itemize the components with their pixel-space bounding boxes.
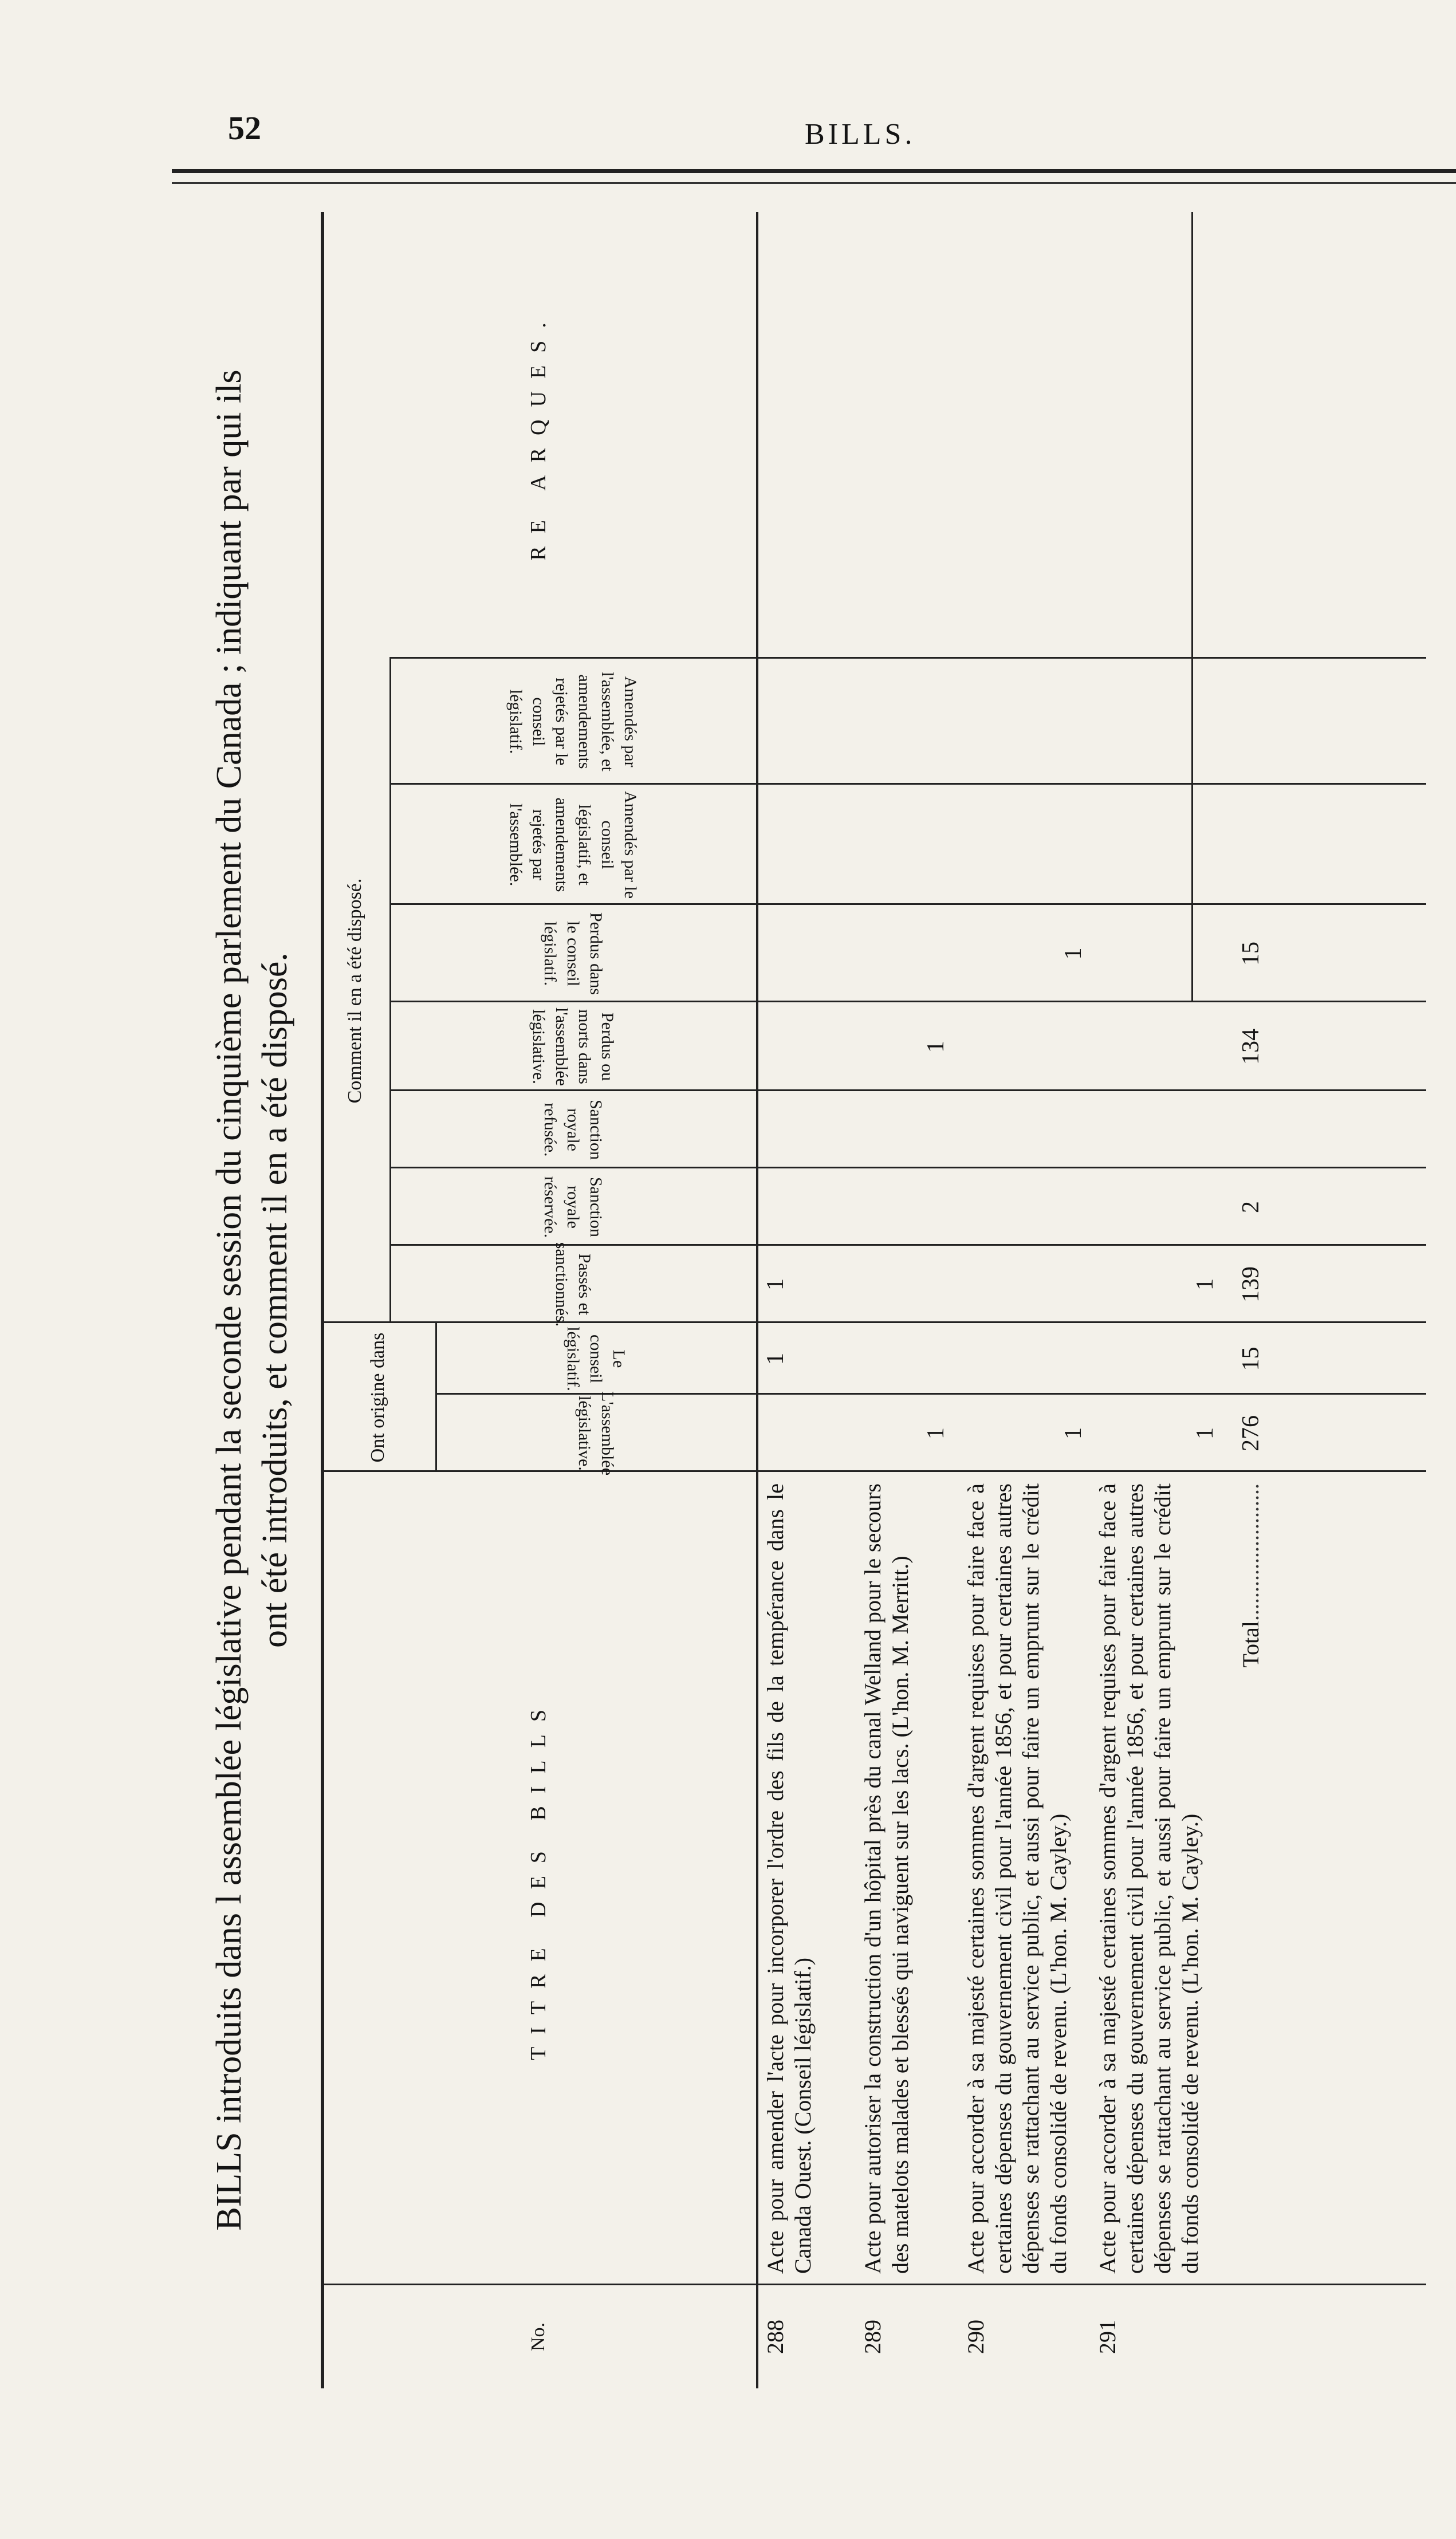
total-perdus-conseil: 15 (1238, 942, 1264, 966)
header-comment (321, 659, 389, 1323)
row-291-no: 291 (1095, 2320, 1120, 2354)
row-289-assemblee: 1 (923, 1427, 949, 1439)
header-refusee (389, 1091, 756, 1168)
bills-table (321, 212, 1426, 2388)
row-289-no: 289 (860, 2320, 886, 2354)
header-remarques-text: RE ARQUES. (526, 310, 550, 561)
header-no-text: No. (528, 2322, 549, 2352)
row-289-title: Acte pour autoriser la construction d'un hôpital près du canal Welland pour le secours des matelots malades et blessés qui naviguent sur les lacs. (L'hon. M. Merritt.) (860, 1483, 913, 2274)
row-290-assemblee: 1 (1060, 1427, 1087, 1439)
row-291-assemblee: 1 (1192, 1427, 1218, 1439)
header-titre-text: TITRE DES BILLS (526, 1697, 550, 2060)
total-top-rule (1191, 212, 1193, 1002)
header-amendes-conseil-text: Amendés par le conseil législatif, et amendements rejetés par l'assemblée. (506, 790, 640, 899)
total-conseil: 15 (1238, 1347, 1264, 1371)
header-perdus-assemblee (389, 1002, 756, 1091)
header-comment-text: Comment il en a été disposé. (344, 878, 365, 1104)
leader-dots: ........................ (1238, 1483, 1264, 1621)
caption-line-1: BILLS introduits dans l assemblée législative pendant la seconde session du cinquième parlement du Canada ; indiquant par qui ils (210, 369, 249, 2231)
row-290-title: Acte pour accorder à sa majesté certaines sommes d'argent requises pour faire face à certaines dépenses du gouvernement civil pour l'année 1856, et pour certaines autres dépenses se rattachant au service public, et aussi pour faire un emprunt sur le crédit du fonds consolidé de revenu. (L'hon. M. Cayley.) (963, 1483, 1071, 2274)
header-perdus-conseil-text: Perdus dans le conseil législatif. (541, 912, 605, 995)
header-amendes-assemblee-text: Amendés par l'assemblée, et amendements rejetés par le conseil législatif. (506, 672, 640, 771)
rotated-table-page (206, 212, 1426, 2388)
row-291-passes: 1 (1192, 1278, 1218, 1290)
page-number: 52 (228, 109, 261, 147)
header-reservee (389, 1168, 756, 1246)
header-remarques (321, 212, 756, 659)
header-conseil-text: Le conseil législatif. (564, 1326, 628, 1391)
header-assemblee-text: L'assemblée législative. (575, 1391, 617, 1476)
header-amendes-assemblee (389, 659, 756, 785)
total-label-text: Total (1238, 1621, 1264, 1668)
row-288-conseil: 1 (762, 1353, 789, 1365)
header-perdus-conseil (389, 905, 756, 1002)
header-titre (321, 1472, 756, 2285)
header-divider-rule (756, 212, 758, 2388)
row-288-passes: 1 (762, 1278, 789, 1290)
header-ont-origine-text: Ont origine dans (367, 1332, 388, 1463)
header-reservee-text: Sanction royale réservée. (541, 1176, 605, 1238)
header-passes-text: Passés et sanctionnés. (552, 1242, 594, 1327)
row-288-no: 288 (762, 2320, 788, 2354)
header-no (321, 2285, 756, 2388)
row-290-no: 290 (963, 2320, 989, 2354)
header-rule-thin (172, 182, 1456, 184)
row-290-perdus-conseil: 1 (1060, 947, 1087, 960)
total-assemblee: 276 (1238, 1415, 1264, 1451)
row-288-title: Acte pour amender l'acte pour incorporer l'ordre des fils de la tempérance dans le Canada Ouest. (Conseil législatif.) (762, 1483, 816, 2274)
header-assemblee (435, 1391, 756, 1476)
total-passes: 139 (1238, 1266, 1264, 1302)
row-291-title: Acte pour accorder à sa majesté certaines sommes d'argent requises pour faire face à certaines dépenses du gouvernement civil pour l'année 1856, et pour certaines autres dépenses se rattachant au service public, et aussi pour faire un emprunt sur le crédit du fonds consolidé de revenu. (L'hon. M. Cayley.) (1095, 1483, 1203, 2274)
row-289-perdus-assemblee: 1 (923, 1041, 949, 1053)
header-conseil (435, 1323, 756, 1395)
total-reservee: 2 (1238, 1201, 1264, 1213)
header-ont-origine (321, 1323, 435, 1472)
total-perdus-assemblee: 134 (1238, 1029, 1264, 1065)
header-passes (389, 1242, 756, 1327)
total-label (1237, 1472, 1272, 1816)
header-amendes-conseil (389, 785, 756, 905)
table-caption (206, 212, 298, 2388)
caption-line-2: ont été introduits, et comment il en a été disposé. (255, 952, 294, 1648)
running-title: BILLS. (805, 118, 916, 151)
header-rule-thick (172, 169, 1456, 173)
header-refusee-text: Sanction royale refusée. (541, 1100, 605, 1160)
header-perdus-assemblee-text: Perdus ou morts dans l'assemblée législative. (529, 1007, 617, 1087)
